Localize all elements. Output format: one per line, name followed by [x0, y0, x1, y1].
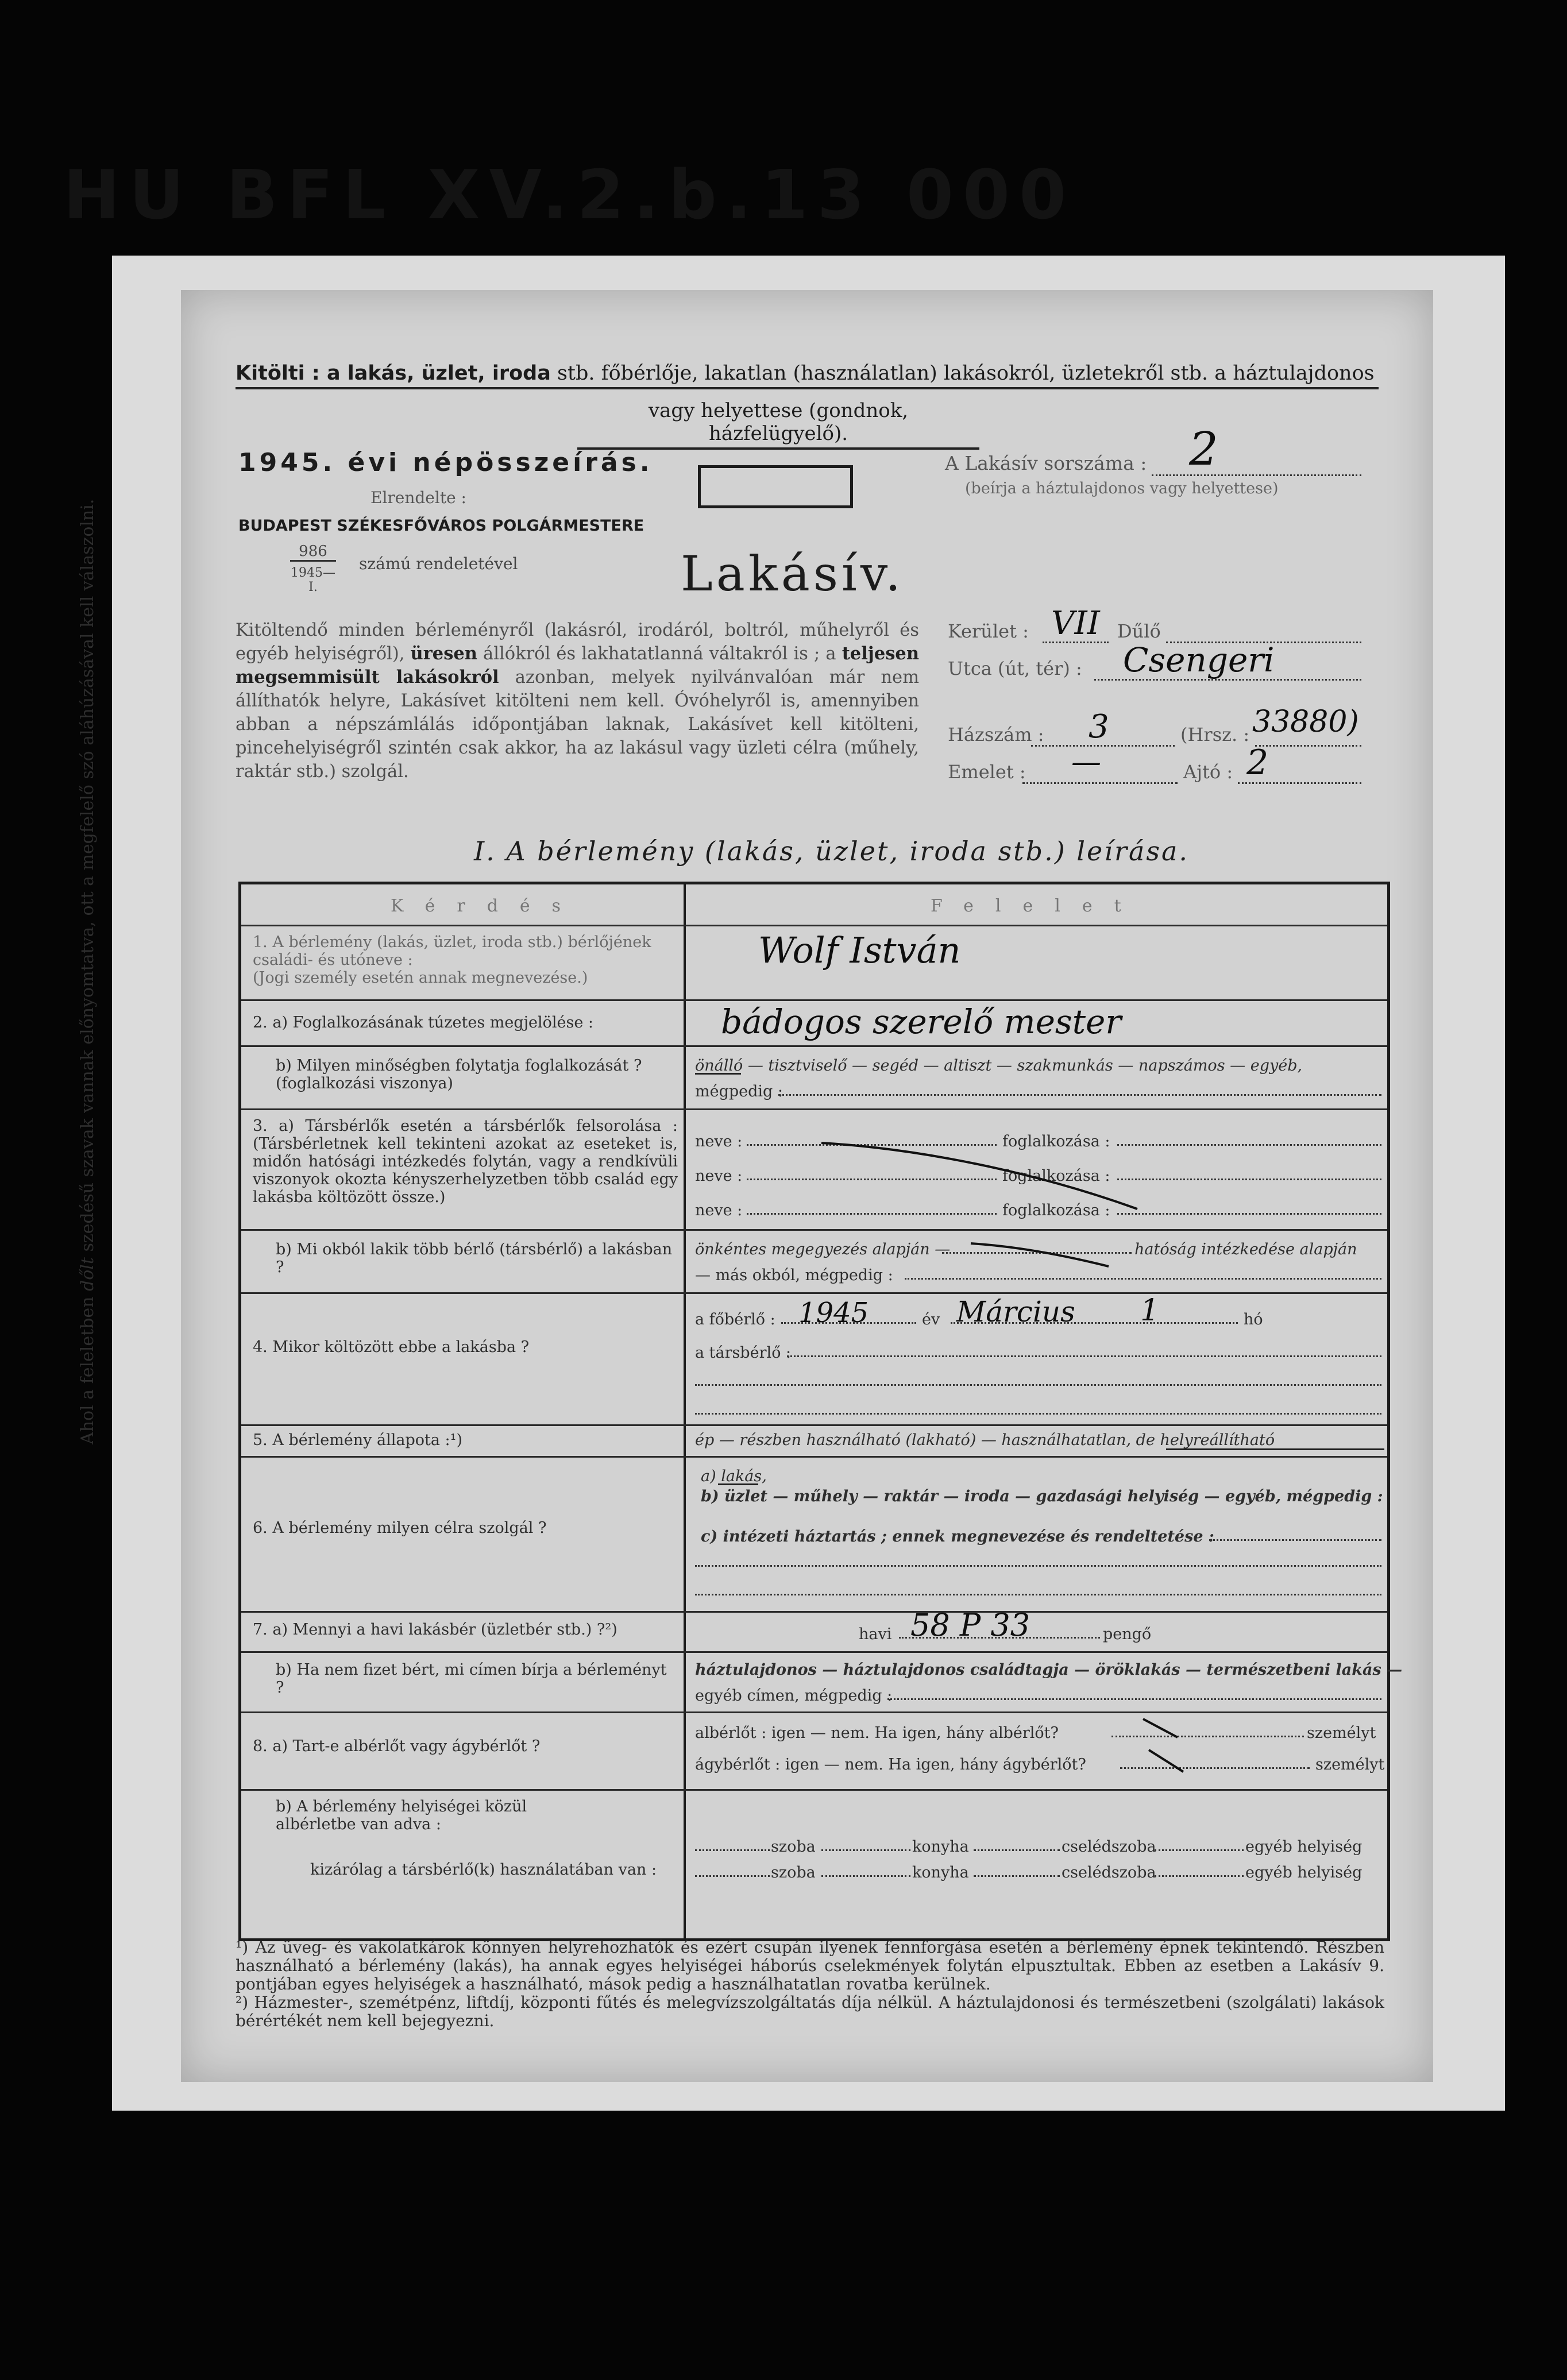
- answer-8a-bedtenant: ágybérlőt : igen — nem. Ha igen, hány ágybérlőt?: [695, 1756, 1086, 1774]
- room-maid-1: cselédszoba: [1062, 1838, 1156, 1856]
- hrsz-label: (Hrsz. :: [1180, 724, 1250, 745]
- answer-8a-subtenant-unit: személyt: [1307, 1724, 1376, 1742]
- column-divider: [684, 884, 686, 1938]
- form-title: Lakásív.: [681, 546, 905, 602]
- district-label: Kerület :: [948, 620, 1029, 642]
- serial-field-line: [1152, 452, 1361, 476]
- answer-4-year-label: év: [922, 1311, 940, 1328]
- answer-7a-rent-value: 58 P 33: [910, 1607, 1030, 1643]
- question-7b: b) Ha nem fizet bért, mi címen bírja a bérleményt ?: [276, 1661, 667, 1697]
- answer-3a-name-1: neve :: [695, 1133, 743, 1150]
- answer-4-month: Március: [956, 1295, 1075, 1328]
- question-8b: b) A bérlemény helyiségei közül albérletbe van adva :: [276, 1798, 527, 1833]
- answer-1-tenant-name: Wolf István: [758, 929, 961, 971]
- footnote-1: ¹) Az üveg- és vakolatkárok könnyen helyrehozhatók és ezért csupán ilyenek fennforgása esetén a bérlemény épnek tekintendő. Részben használható a bérlemény (lakás), ha annak egyes helyiségei háborús cselekmények folytán elpusztultak. Ebben az esetben a Lakásív 9. pontjában egyes helyiségek a használható, mások pedig a használhatatlan rovatba kerülnek.: [236, 1938, 1384, 1993]
- answer-2b-options: önálló — tisztviselő — segéd — altiszt — szakmunkás — napszámos — egyéb,: [695, 1057, 1303, 1075]
- answer-2b-mégpedig: mégpedig :: [695, 1083, 784, 1100]
- strike-through-mark: [965, 1238, 1114, 1272]
- header-fill-instruction: Kitölti : a lakás, üzlet, iroda stb. főbérlője, lakatlan (használatlan) lakásokról, üzletekről stb. a háztulajdonos: [236, 362, 1379, 389]
- room-room-2: szoba: [771, 1864, 816, 1881]
- answer-4-main-tenant-label: a főbérlő :: [695, 1311, 775, 1328]
- side-note: Ahol a feleletben dőlt szedésű szavak vannak előnyomtatva, ott a megfelelő szó aláhúzásával kell válaszolni.: [78, 499, 98, 1444]
- section-title: I. A bérlemény (lakás, üzlet, iroda stb.) leírása.: [474, 836, 1190, 867]
- empty-stamp-box: [698, 465, 853, 508]
- serial-value: 2: [1189, 422, 1218, 476]
- column-header-question: Kérdés: [391, 896, 583, 916]
- answer-5-condition: ép — részben használható (lakható) — használhatatlan, de helyreállítható: [695, 1431, 1275, 1449]
- film-code: HU BFL XV.2.b.13 000: [63, 155, 1076, 234]
- question-4: 4. Mikor költözött ebbe a lakásba ?: [253, 1338, 530, 1356]
- district-value: VII: [1051, 605, 1100, 642]
- census-year: 1945. évi népösszeírás.: [238, 448, 653, 477]
- questions-table: [238, 882, 1403, 1941]
- answer-6c-institution: c) intézeti háztartás ; ennek megnevezése és rendeltetése :: [701, 1528, 1214, 1546]
- answer-7b-other: egyéb címen, mégpedig :: [695, 1687, 893, 1705]
- fill-instructions: Kitöltendő minden bérleményről (lakásról, irodáról, boltról, műhelyről és egyéb helyiségről), üresen állókról és lakhatatlanná váltakról is ; a teljesen megsemmisült lakásokról azonban, melyek nyilvánvalóan már nem állíthatók helyre, Lakásívet kitölteni nem kell. Óvóhelyről is, amennyiben abban a népszámlálás időpontjában laknak, Lakásívet kell kitölteni, pincehelyiségről szintén csak akkor, ha az lakásul vagy üzleti célra (műhely, raktár stb.) szolgál.: [236, 620, 919, 782]
- answer-8a-subtenant: albérlőt : igen — nem. Ha igen, hány albérlőt?: [695, 1724, 1059, 1742]
- answer-6b-business: b) üzlet — műhely — raktár — iroda — gazdasági helyiség — egyéb, mégpedig :: [701, 1488, 1383, 1505]
- question-8b-cotenant-use: kizárólag a társbérlő(k) használatában van :: [310, 1861, 657, 1879]
- serial-note: (beírja a háztulajdonos vagy helyettese): [965, 480, 1279, 497]
- column-header-answer: Felelet: [931, 896, 1143, 916]
- door-label: Ajtó :: [1183, 761, 1233, 783]
- house-label: Házszám :: [948, 724, 1044, 745]
- answer-7b-title: háztulajdonos — háztulajdonos családtagja — öröklakás — természetbeni lakás —: [695, 1661, 1403, 1679]
- strike-through-mark: [816, 1137, 1160, 1218]
- room-other-1: egyéb helyiség: [1245, 1838, 1363, 1856]
- room-room-1: szoba: [771, 1838, 816, 1856]
- answer-3a-occ-3: foglalkozása :: [1002, 1201, 1110, 1219]
- footnotes: [236, 1938, 1384, 2030]
- question-2a: 2. a) Foglalkozásának túzetes megjelölése :: [253, 1014, 593, 1031]
- ordered-by: Elrendelte :: [370, 488, 466, 507]
- question-6: 6. A bérlemény milyen célra szolgál ?: [253, 1519, 547, 1537]
- serial-label: A Lakásív sorszáma :: [945, 452, 1147, 474]
- answer-6a-dwelling: a) lakás,: [701, 1467, 767, 1485]
- mayor-office: BUDAPEST SZÉKESFŐVÁROS POLGÁRMESTERE: [238, 517, 644, 535]
- question-3a: 3. a) Társbérlők esetén a társbérlők felsorolása : (Társbérletnek kell tekinteni azokat az eseteket is, midőn hatósági intézkedés folytán, vagy a rendkívüli viszonyok okozta kényszerhelyzetben több család egy lakásba költözött össze.): [253, 1117, 678, 1206]
- answer-4-month-label: hó: [1244, 1311, 1263, 1328]
- street-value: Csengeri: [1123, 640, 1275, 679]
- house-value: 3: [1089, 708, 1109, 745]
- answer-4-cotenant-label: a társbérlő :: [695, 1344, 792, 1362]
- footnote-2: ²) Házmester-, szemétpénz, liftdíj, központi fűtés és melegvízszolgáltatás díja nélkül. A háztulajdonosi és természetbeni (szolgálati) lakások bérértékét nem kell bejegyezni.: [236, 1993, 1384, 2030]
- answer-3a-occ-1: foglalkozása :: [1002, 1133, 1110, 1150]
- decree-year: 1945—I.: [291, 566, 335, 594]
- question-8a: 8. a) Tart-e albérlőt vagy ágybérlőt ?: [253, 1737, 541, 1755]
- room-other-2: egyéb helyiség: [1245, 1864, 1363, 1881]
- question-5: 5. A bérlemény állapota :¹): [253, 1431, 463, 1449]
- strike-through-mark: [1137, 1714, 1229, 1783]
- hrsz-value: 33880): [1252, 705, 1359, 739]
- floor-value: —: [1071, 745, 1101, 779]
- census-form-page: [78, 290, 1433, 2082]
- answer-3b-voluntary: önkéntes megegyezés alapján —: [695, 1241, 951, 1258]
- decree-number: 986: [290, 543, 336, 562]
- answer-3a-name-3: neve :: [695, 1201, 743, 1219]
- answer-3a-occ-2: foglalkozása :: [1002, 1167, 1110, 1185]
- answer-3a-name-2: neve :: [695, 1167, 743, 1185]
- answer-2a-occupation: bádogos szerelő mester: [721, 1002, 1122, 1041]
- answer-7a-currency: pengő: [1103, 1625, 1152, 1643]
- question-7a: 7. a) Mennyi a havi lakásbér (üzletbér stb.) ?²): [253, 1621, 617, 1639]
- answer-3b-authority: hatóság intézkedése alapján: [1134, 1241, 1357, 1258]
- door-value: 2: [1246, 743, 1269, 783]
- answer-3b-other: — más okból, mégpedig :: [695, 1266, 893, 1284]
- room-kitchen-2: konyha: [912, 1864, 969, 1881]
- floor-label: Emelet :: [948, 761, 1026, 783]
- answer-8a-bedtenant-unit: személyt: [1315, 1756, 1385, 1774]
- question-3b: b) Mi okból lakik több bérlő (társbérlő) a lakásban ?: [276, 1241, 673, 1276]
- dulo-label: Dűlő: [1117, 620, 1161, 642]
- header-fill-instruction-line2: vagy helyettese (gondnok, házfelügyelő).: [577, 399, 979, 450]
- question-1: 1. A bérlemény (lakás, üzlet, iroda stb.) bérlőjének családi- és utóneve : (Jogi személy esetén annak megnevezése.): [253, 933, 651, 987]
- room-maid-2: cselédszoba: [1062, 1864, 1156, 1881]
- room-kitchen-1: konyha: [912, 1838, 969, 1856]
- answer-7a-monthly: havi: [859, 1625, 892, 1643]
- street-label: Utca (út, tér) :: [948, 658, 1082, 679]
- answer-4-year: 1945: [798, 1297, 869, 1329]
- answer-4-day: 1: [1140, 1293, 1160, 1328]
- dulo-line: [1166, 620, 1361, 643]
- question-2b: b) Milyen minőségben folytatja foglalkozását ? (foglalkozási viszonya): [276, 1057, 642, 1092]
- decree-text: számú rendeletével: [359, 554, 518, 573]
